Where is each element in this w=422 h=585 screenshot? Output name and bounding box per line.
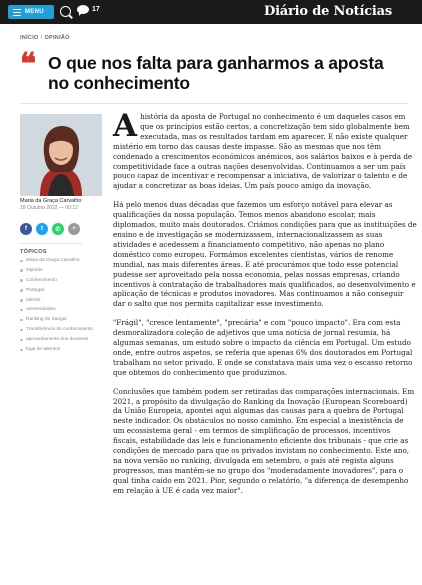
top-bar	[0, 0, 422, 24]
menu-button[interactable]	[8, 5, 54, 19]
author-photo	[20, 114, 102, 196]
share-buttons	[20, 223, 80, 235]
article-paragraph: "Frágil", "cresce lentamente", "precária" e com "pouco impacto". Era com esta desmoralizadora coleção de adjetivos que uma notícia de jornal resumia, há algumas semanas, um estudo sobre o impacto da ciência em Portugal. Um estudo onde, entre outros aspetos, se referia que apenas 6% dos doutorados em Portugal trabalham no setor privado. E onde se constatava mais uma vez o escasso retorno que obtemos do conhecimento que produzimos.	[113, 318, 413, 377]
comments-button[interactable]	[77, 5, 100, 14]
breadcrumb	[20, 35, 70, 41]
author-portrait-icon	[20, 114, 102, 196]
article-paragraph: Há pelo menos duas décadas que fazemos um esforço notável para elevar as qualificações da nossa população. Temos menos abandono escolar, mais diplomados, muito mais doutorados. Criámos condições para que as instituições de ensino e de investigação se modernizassem, internacionalizassem as suas atividades e acedessem a financiamento competitivo, não apenas no plano doméstico como europeu. Formámos excelentes cientistas, vários de renome mundial, nas mais diferentes áreas. E até procurámos que todo esse potencial pudesse ser aproveitado pela nossa economia, pelas nossas empresas, criando incentivos à contratação de trabalhadores mais qualificados, ao desenvolvimento e aplicação de técnicas e produtos inovadores. Mas continuamos a não conseguir dar o salto que nos permita capitalizar esse investimento.	[113, 200, 417, 309]
breadcrumb-section[interactable]: OPINIÃO	[44, 35, 70, 41]
menu-label: MENU	[25, 9, 44, 15]
quote-icon: ❝	[20, 47, 37, 82]
topic-link[interactable]: talento	[20, 298, 104, 304]
topic-link[interactable]: Opinião	[20, 268, 104, 274]
topic-link[interactable]: Maria da Graça Carvalho	[20, 258, 104, 264]
comment-count: 17	[92, 6, 100, 13]
topics-list	[20, 258, 104, 357]
brand-logo[interactable]: Diário de Notícias	[264, 4, 392, 19]
breadcrumb-separator: /	[40, 35, 43, 41]
topics-divider	[20, 243, 82, 244]
publish-date: 18 Outubro 2022 — 00:12	[20, 205, 78, 211]
article-paragraph: Conclusões que também podem ser retiradas das comparações internacionais. Em 2021, a propósito da divulgação do Ranking da Inovação (European Scoreboard) da União Europeia, apontei aqui algumas das causas para a quebra de Portugal neste indicador. Os obstáculos no nosso caminho. Em especial a inexistência de um ecossistema geral - em termos de simplificação de processos, incentivos fiscais, estabilidade das leis e funcionamento eficiente dos tribunais - que crie as condições de mercado para que os privados invistam no conhecimento. Este ano, na nova versão no ranking, divulgada em setembro, o país até regista alguns progressos, mas mantém-se no grupo dos "moderadamente inovadores", para o qual tinha caído em 2021. Pior, segundo o relatório, "a diferença de desempenho em relação à UE é cada vez maior".	[113, 386, 415, 495]
search-icon[interactable]	[60, 6, 71, 17]
topic-link[interactable]: universidades	[20, 307, 104, 313]
facebook-icon[interactable]: f	[20, 223, 32, 235]
twitter-icon[interactable]: t	[36, 223, 48, 235]
article-title: O que nos falta para ganharmos a aposta no conhecimento	[48, 53, 384, 93]
title-divider	[20, 103, 408, 104]
article-paragraph: A história da aposta de Portugal no conhecimento é um daqueles casos em que os princípios estão certos, a concretização tem sido globalmente bem executada, mas os resultados tardam em aparecer. E não existe qualquer mistério em torno das causas deste impasse. São as mesmas que nos têm condenado a crescimentos económicos anémicos, aos salários baixos e à perda de competitividade face a outras nações desenvolvidas. Continuamos a ser um país pouco capaz de incentivar e recompensar a iniciativa, de valorizar o talento e de ajudar a concretizar as boas ideias. Um país pouco amigo da inovação.	[113, 108, 413, 191]
topic-link[interactable]: Transferência do conhecimento	[20, 327, 104, 333]
topics-heading: TÓPICOS	[20, 249, 47, 255]
whatsapp-icon[interactable]: ✆	[52, 223, 64, 235]
hamburger-icon	[13, 9, 21, 16]
topic-link[interactable]: fuga de talentos	[20, 347, 104, 353]
topic-link[interactable]: Conhecimento	[20, 278, 104, 284]
topic-link[interactable]: Ranking de Xangai	[20, 317, 104, 323]
topic-link[interactable]: Portugal	[20, 288, 104, 294]
plus-icon[interactable]: +	[68, 223, 80, 235]
article-body	[113, 108, 417, 505]
author-name[interactable]: Maria da Graça Carvalho	[20, 198, 82, 204]
topic-link[interactable]: aproveitamento dos doutores	[20, 337, 104, 343]
comment-bubble-icon	[77, 5, 89, 14]
drop-cap: A	[113, 108, 138, 144]
breadcrumb-home[interactable]: INÍCIO	[20, 35, 39, 41]
